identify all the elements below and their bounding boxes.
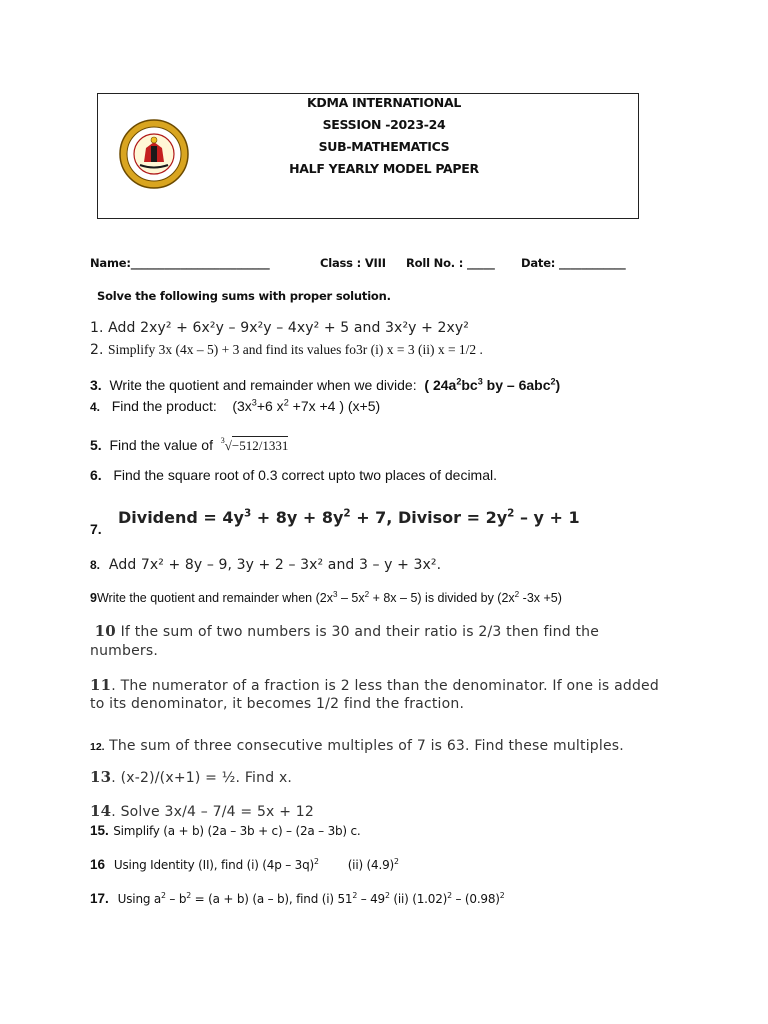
root-index: 3 [220, 435, 225, 445]
expr-part: – 49 [357, 892, 385, 906]
question-2 [90, 341, 483, 359]
question-text: . (x-2)/(x+1) = ½. Find x. [111, 770, 293, 786]
expr-part: +7x +4 ) (x+5) [288, 398, 381, 414]
date-field: Date: ____________ [521, 256, 626, 270]
question-12 [90, 737, 624, 755]
expr-sup: 3 [251, 397, 257, 408]
question-1 [90, 320, 469, 336]
expr-part: -3x +5) [519, 591, 562, 605]
expr-part: Write the quotient and remainder when (2x [96, 591, 333, 605]
subject: SUB-MATHEMATICS [318, 139, 450, 154]
question-number: 2. [90, 342, 104, 358]
expr-sup: 3 [243, 507, 252, 520]
expr-part: Dividend = 4y [118, 508, 244, 527]
expr-part: ) [555, 377, 561, 393]
question-number: 16 [90, 857, 106, 872]
question-16 [90, 856, 399, 874]
expr-sup: 2 [161, 891, 166, 900]
question-text: Find the square root of 0.3 correct upto two places of decimal. [113, 467, 498, 483]
class-field: Class : VIII [320, 256, 386, 270]
question-text: Find the product: [111, 398, 217, 414]
question-text: Add 7x² + 8y – 9, 3y + 2 – 3x² and 3 – y + 3x². [108, 557, 442, 573]
question-13 [90, 768, 292, 786]
question-text: Simplify (a + b) (2a – 3b + c) – (2a – 3b) c. [113, 824, 361, 838]
expr-sup: 2 [385, 891, 390, 900]
expr-sup: 2 [394, 857, 399, 866]
expr-part: bc [461, 377, 478, 393]
expr-part: – (0.98) [451, 892, 500, 906]
expr-sup: 2 [314, 857, 319, 866]
question-number: 7. [90, 521, 102, 537]
expr-sup: 2 [352, 891, 358, 900]
question-number: 11 [90, 676, 112, 694]
question-text: Write the quotient and remainder when we divide: [109, 377, 417, 393]
question-15 [90, 822, 361, 840]
expr-part: Using a [117, 892, 162, 906]
expr-sup: 2 [550, 376, 556, 387]
question-14 [90, 802, 314, 820]
question-text: . Solve 3x/4 – 7/4 = 5x + 12 [111, 804, 314, 820]
expr-sup: 2 [514, 589, 520, 599]
question-4 [90, 398, 380, 414]
expr-part: – y + 1 [514, 508, 580, 527]
expr-part: Using Identity (II), find (i) (4p – 3q) [113, 858, 315, 872]
expr-part: + 7, Divisor = 2y [350, 508, 508, 527]
session: SESSION -2023-24 [322, 117, 446, 132]
paper-title: HALF YEARLY MODEL PAPER [289, 161, 479, 176]
roll-field: Roll No. : _____ [406, 256, 495, 270]
expr-sup: 3 [332, 589, 338, 599]
question-text: Find the value of [109, 437, 213, 453]
question-text: If the sum of two numbers is 30 and their ratio is 2/3 then find the numbers. [90, 624, 600, 659]
question-3 [90, 377, 560, 393]
question-number: 4. [90, 400, 101, 414]
expr-part: +6 x [256, 398, 284, 414]
question-number: 6. [90, 467, 102, 483]
instruction: Solve the following sums with proper solution. [97, 289, 391, 303]
question-9 [90, 591, 562, 605]
radicand: −512/1331 [231, 438, 289, 453]
expr-sup: 2 [499, 891, 505, 900]
question-number: 9 [90, 591, 97, 605]
expr-sup: 3 [477, 376, 483, 387]
expr-sup: 2 [283, 397, 289, 408]
name-field: Name:_________________________ [90, 256, 270, 270]
question-text: The sum of three consecutive multiples of 7 is 63. Find these multiples. [109, 738, 624, 754]
question-number: 3. [90, 377, 102, 393]
expr-part: (ii) (4.9) [347, 858, 394, 872]
question-number: 12. [90, 741, 105, 753]
question-5: 5. Find the value of $^3$√−512/1331 [90, 435, 289, 453]
question-7-text [118, 508, 580, 527]
question-number: 10 [94, 622, 116, 640]
question-number: 14 [90, 802, 112, 820]
expr-part: ( 24a [424, 377, 457, 393]
question-text: . The numerator of a fraction is 2 less than the denominator. If one is added to its denominator, it becomes 1/2 find the fraction. [90, 678, 659, 712]
question-number: 5. [90, 437, 102, 453]
question-text: Simplify 3x (4x – 5) + 3 and find its values fo3r (i) x = 3 (ii) x = 1/2 . [108, 342, 483, 357]
question-number: 15. [90, 823, 109, 838]
expr-part: = (a + b) (a – b), find (i) 51 [191, 892, 353, 906]
expr-part: – 5x [337, 591, 365, 605]
expr-sup: 2 [507, 507, 515, 520]
question-6 [90, 467, 497, 483]
expr-sup: 2 [364, 589, 370, 599]
question-number: 8. [90, 558, 101, 572]
expr-part: – b [165, 892, 187, 906]
expr-part: + 8y + 8y [251, 508, 344, 527]
question-8 [90, 556, 441, 574]
expr-part: (3x [232, 398, 252, 414]
expr-sup: 2 [343, 507, 351, 520]
question-text: Add 2xy² + 6x²y – 9x²y – 4xy² + 5 and 3x²y + 2xy² [108, 320, 469, 336]
question-17 [90, 890, 505, 908]
expr-part: + 8x – 5) is divided by (2x [369, 591, 515, 605]
expr-sup: 2 [456, 376, 462, 387]
expr-part: by – 6abc [482, 377, 551, 393]
question-number: 1. [90, 320, 104, 336]
expr-sup: 2 [447, 891, 452, 900]
question-10 [90, 622, 670, 661]
question-number: 17. [90, 891, 109, 906]
question-number: 13 [90, 768, 112, 786]
question-11 [90, 676, 670, 713]
expr-part: (ii) (1.02) [389, 892, 448, 906]
expr-sup: 2 [186, 891, 192, 900]
school-name: KDMA INTERNATIONAL [307, 95, 461, 110]
question-7-number [90, 521, 102, 537]
